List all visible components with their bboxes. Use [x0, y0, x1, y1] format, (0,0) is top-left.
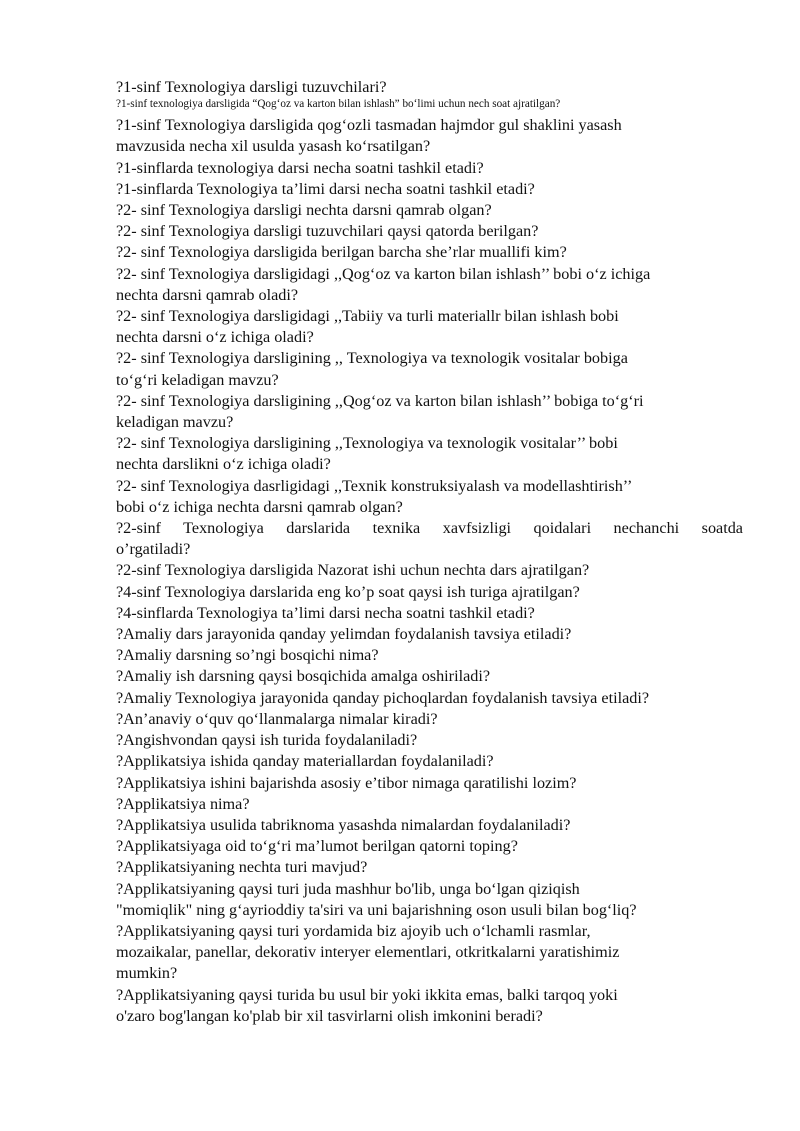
text-line: ?2- sinf Texnologiya darsligi tuzuvchilari qaysi qatorda berilgan? — [116, 222, 539, 241]
text-line: ?1-sinflarda texnologiya darsi necha soatni tashkil etadi? — [116, 158, 484, 177]
text-line: ?1-sinflarda Texnologiya ta’limi darsi necha soatni tashkil etadi? — [116, 179, 535, 198]
text-line: ?2- sinf Texnologiya darsligi nechta darsni qamrab olgan? — [116, 201, 492, 220]
text-line: ?2- sinf Texnologiya darsligidagi ,,Qog‘oz va karton bilan ishlash’’ bobi o‘z ichiga — [116, 264, 651, 283]
text-line: ?2- sinf Texnologiya dasrligidagi ,,Texnik konstruksiyalash va modellashtirish’’ — [116, 476, 633, 495]
text-line: to‘g‘ri keladigan mavzu? — [116, 370, 279, 389]
text-line: ?2- sinf Texnologiya darsligining ,,Texnologiya va texnologik vositalar’’ bobi — [116, 434, 618, 453]
text-line: ?2-sinf Texnologiya darsligida Nazorat ishi uchun nechta dars ajratilgan? — [116, 561, 590, 580]
text-line: ?2- sinf Texnologiya darsligining ,,Qog‘oz va karton bilan ishlash’’ bobiga to‘g‘ri — [116, 391, 644, 410]
text-line: "momiqlik" ning g‘ayrioddiy ta'siri va uni bajarishning oson usuli bilan bog‘liq? — [116, 900, 637, 919]
text-line: ?2-sinf Texnologiya darslarida texnika xavfsizligi qoidalari nechanchi soatda — [116, 519, 743, 538]
text-line: ?4-sinflarda Texnologiya ta’limi darsi necha soatni tashkil etadi? — [116, 603, 535, 622]
text-line: ?Angishvondan qaysi ish turida foydalaniladi? — [116, 731, 418, 750]
text-line: ?Amaliy Texnologiya jarayonida qanday pichoqlardan foydalanish tavsiya etiladi? — [116, 688, 650, 707]
text-line: ?Applikatsiyaning qaysi turi juda mashhur bo'lib, unga bo‘lgan qiziqish — [116, 879, 580, 898]
text-line: nechta darsni o‘z ichiga oladi? — [116, 328, 314, 347]
text-line: ?Applikatsiyaning qaysi turida bu usul bir yoki ikkita emas, balki tarqoq yoki — [116, 985, 618, 1004]
text-line: ?2- sinf Texnologiya darsligining ,, Texnologiya va texnologik vositalar bobiga — [116, 349, 628, 368]
text-line: ?Applikatsiyaning qaysi turi yordamida biz ajoyib uch o‘lchamli rasmlar, — [116, 921, 591, 940]
text-line: ?1-sinf Texnologiya darsligi tuzuvchilari? — [116, 78, 387, 96]
text-line: nechta darsni qamrab oladi? — [116, 285, 299, 304]
text-line: mozaikalar, panellar, dekorativ interyer elementlari, otkritkalarni yaratishimiz — [116, 943, 620, 962]
text-line: ?Amaliy darsning so’ngi bosqichi nima? — [116, 646, 379, 665]
text-line: bobi o‘z ichiga nechta darsni qamrab olgan? — [116, 497, 403, 516]
text-line: ?Applikatsiyaning nechta turi mavjud? — [116, 858, 368, 877]
text-line: ?2- sinf Texnologiya darsligidagi ,,Tabiiy va turli materiallr bilan ishlash bobi — [116, 307, 619, 326]
text-line: ?Amaliy dars jarayonida qanday yelimdan foydalanish tavsiya etiladi? — [116, 625, 572, 644]
text-line: ?Applikatsiya ishida qanday materiallardan foydalaniladi? — [116, 752, 494, 771]
text-line: mavzusida necha xil usulda yasash ko‘rsatilgan? — [116, 137, 431, 156]
text-line: ?Amaliy ish darsning qaysi bosqichida amalga oshiriladi? — [116, 667, 491, 686]
text-line: ?Applikatsiya ishini bajarishda asosiy e’tibor nimaga qaratilishi lozim? — [116, 773, 577, 792]
text-line: ?4-sinf Texnologiya darslarida eng ko’p soat qaysi ish turiga ajratilgan? — [116, 582, 580, 601]
text-line: o’rgatiladi? — [116, 540, 191, 559]
text-line: nechta darslikni o‘z ichiga oladi? — [116, 455, 331, 474]
text-line: ?An’anaviy o‘quv qo‘llanmalarga nimalar kiradi? — [116, 709, 438, 728]
text-line: keladigan mavzu? — [116, 413, 234, 432]
text-line: o'zaro bog'langan ko'plab bir xil tasvirlarni olish imkonini beradi? — [116, 1006, 543, 1025]
text-line: ?2- sinf Texnologiya darsligida berilgan barcha she’rlar muallifi kim? — [116, 243, 567, 262]
text-line: ?Applikatsiya nima? — [116, 794, 250, 813]
text-line: ?Applikatsiya usulida tabriknoma yasashda nimalardan foydalaniladi? — [116, 815, 571, 834]
text-line: ?1-sinf texnologiya darsligida “Qog‘oz va karton bilan ishlash” bo‘limi uchun nech soat ajratilgan? — [116, 98, 561, 111]
text-line: mumkin? — [116, 964, 178, 983]
question-list — [116, 77, 743, 1027]
text-line: ?Applikatsiyaga oid to‘g‘ri ma’lumot berilgan qatorni toping? — [116, 837, 518, 856]
text-line: ?1-sinf Texnologiya darsligida qog‘ozli tasmadan hajmdor gul shaklini yasash — [116, 116, 622, 135]
